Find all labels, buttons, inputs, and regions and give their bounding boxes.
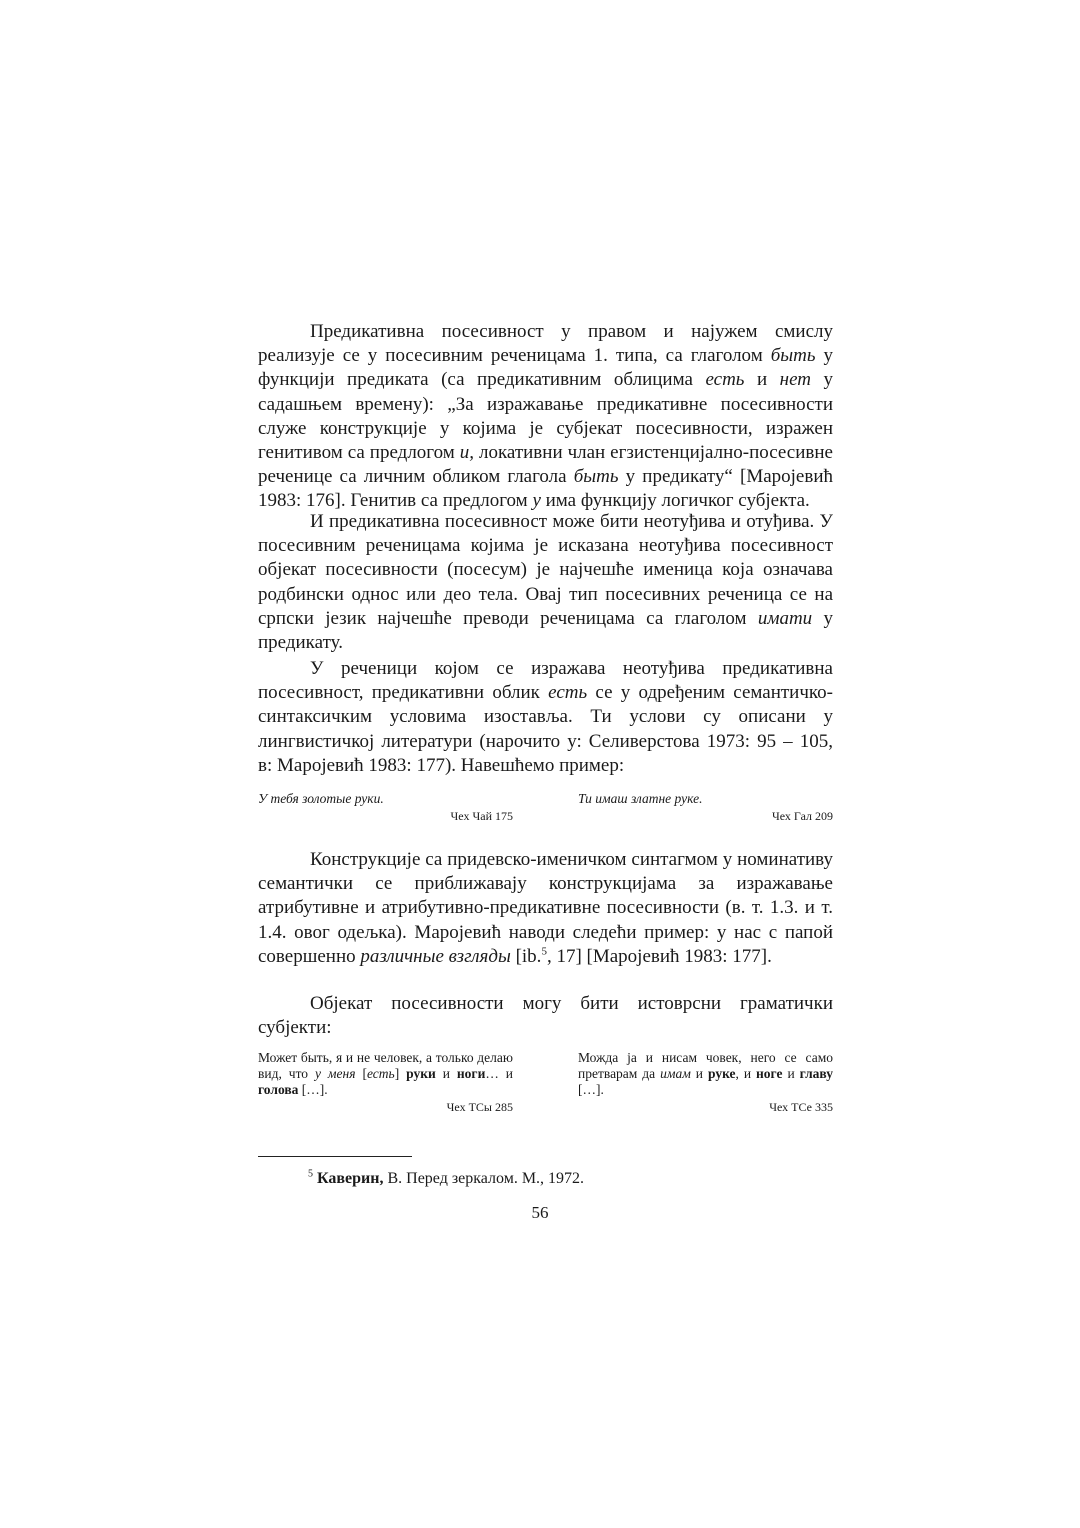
example-block-2 xyxy=(258,1050,833,1115)
paragraph-2-text: И предикативна посесивност може бити неотуђива и отуђива. У посесивним реченицама којима је исказана неотуђива посесивност објекат посесивности (посесум) је најчешће именица која означава родбински однос или део тела. Овај тип посесивних реченица се на српски језик најчешће преводи реченицама са глаголом имати у предикату. xyxy=(258,511,833,654)
example-2-russian-source: Чех ТСы 285 xyxy=(446,1100,513,1114)
paragraph-3-text: У реченици којом се изражава неотуђива предикативна посесивност, предикативни облик есть се у одређеним семантичко-синтаксичким условима изоставља. Ти услови су описани у лингвистичкој литератури (нарочито у: Селиверстова 1973: 95 – 105, в: Маројевић 1983: 177). Навешћемо пример: xyxy=(258,658,833,776)
paragraph-5 xyxy=(258,992,833,1040)
footnote-number: 5 xyxy=(308,1168,313,1180)
paragraph-4 xyxy=(258,848,833,969)
paragraph-3 xyxy=(258,657,833,778)
paragraph-2 xyxy=(258,510,833,655)
paragraph-1 xyxy=(258,320,833,514)
example-1-serbian-source: Чех Гал 209 xyxy=(771,809,833,823)
example-1-russian xyxy=(258,791,513,825)
footnote-divider xyxy=(258,1156,412,1157)
footnote-text: В. Перед зеркалом. М., 1972. xyxy=(383,1170,585,1187)
example-2-russian xyxy=(258,1050,513,1115)
paragraph-4-text: Конструкције са придевско-именичком синтагмом у номинативу семантички се приближавају конструкцијама за изражавање атрибутивне и атрибутивно-предикативне посесивности (в. т. 1.3. и т. 1.4. овог одељка). Маројевић наводи следећи пример: у нас с папой совершенно различные взгляды [ib.$^5$, 17] [Маројевић 1983: 177]. xyxy=(258,849,833,967)
footnote-author: Каверин, xyxy=(317,1170,384,1187)
example-1-serbian xyxy=(578,791,833,825)
example-2-serbian-source: Чех ТСе 335 xyxy=(769,1100,833,1114)
paragraph-5-text: Објекат посесивности могу бити истоврсни граматички субјекти: xyxy=(258,993,833,1039)
example-2-serbian xyxy=(578,1050,833,1115)
example-1-serbian-text: Ти имаш златне руке. xyxy=(578,791,703,806)
paragraph-1-text: Предикативна посесивност у правом и најужем смислу реализује се у посесивним реченицама 1. типа, са глаголом быть у функцији предиката (са предикативним облицима есть и нет у садашњем времену): „За изражавање предикативне посесивности служе конструкције у којима је субјекат посесивности, изражен генитивом са предлогом и, локативни члан егзистенцијално-посесивне реченице са личним обликом глагола быть у предикату“ [Маројевић 1983: 176]. Генитив са предлогом у има функцију логичког субјекта. xyxy=(258,321,834,512)
example-block-1 xyxy=(258,791,833,825)
footnote-5 xyxy=(308,1168,584,1190)
example-2-serbian-text: Можда ја и нисам човек, него се само претварам да имам и руке, и ноге и главу […]. xyxy=(578,1050,833,1097)
example-2-russian-text: Может быть, я и не человек, а только делаю вид, что у меня [есть] руки и ноги… и голова […]. xyxy=(258,1050,514,1097)
example-1-russian-text: У тебя золотые руки. xyxy=(258,791,384,806)
page-number: 56 xyxy=(531,1203,549,1222)
example-1-russian-source: Чех Чай 175 xyxy=(450,809,513,823)
